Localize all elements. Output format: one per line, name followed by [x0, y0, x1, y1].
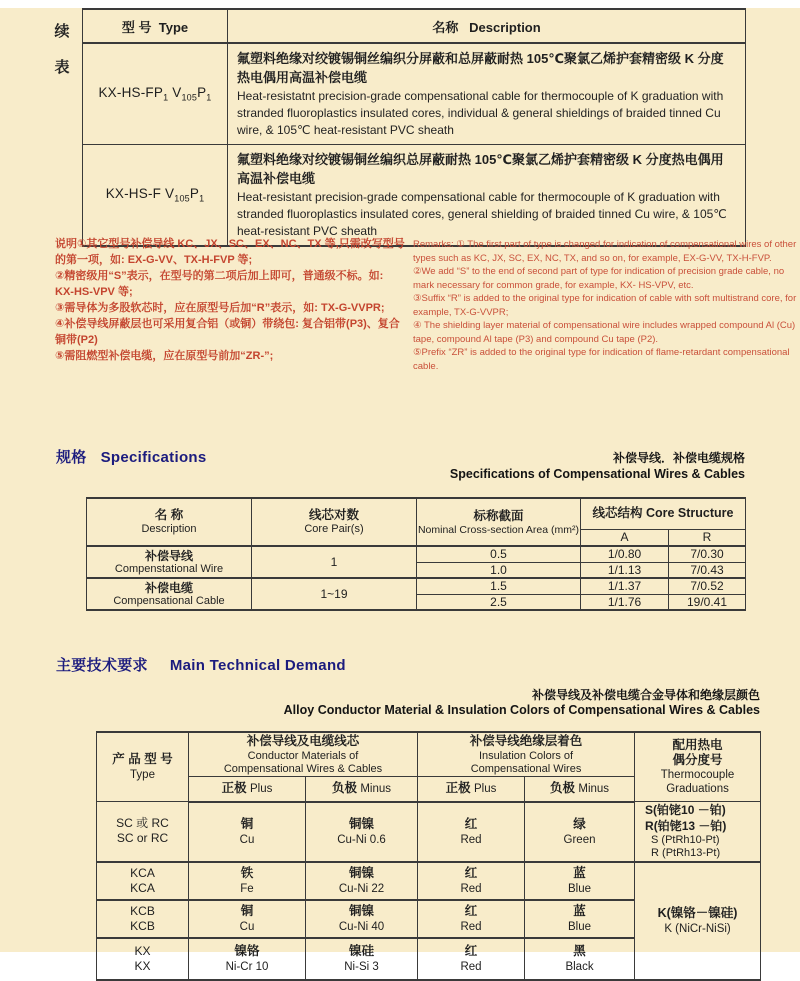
value-en: Cu: [239, 833, 255, 846]
spec-header-core-structure: [581, 498, 746, 529]
graduation-line: K (NiCr-NiSi): [664, 922, 731, 935]
area-value: 0.5: [417, 546, 581, 562]
spec-header-description: [87, 498, 252, 546]
remark-line: ②精密级用“S”表示，在型号的第二项后加上即可，普通级不标。如: KX-HS-VPV 等;: [55, 270, 384, 298]
specifications-section-heading: [56, 446, 207, 467]
header-en: Conductor Materials of: [247, 750, 359, 762]
table-row: [87, 546, 746, 562]
remarks-chinese: [55, 236, 405, 364]
structure-a-value: 1/1.37: [581, 578, 669, 594]
value-zh: 蓝: [573, 865, 586, 880]
structure-r-value: 7/0.43: [669, 562, 746, 578]
type-header-en: Type: [158, 19, 189, 35]
header-en: Thermocouple: [660, 769, 735, 781]
structure-a-value: 1/1.13: [581, 562, 669, 578]
value-zh: 蓝: [573, 903, 586, 918]
cable-description-cell: [228, 43, 746, 145]
remark-line: Remarks: ① The first part of type is changed for indication of compensational wires of other types such as KC, JX, SC, EX, NC, TX, and so on, for example, EX-G-VV, TX-H-FVP.: [413, 239, 797, 264]
conductor-minus-cell: [306, 802, 418, 862]
value-en: Red: [460, 960, 482, 973]
value-zh: 绿: [573, 816, 586, 831]
label-zh: 正极: [445, 781, 471, 796]
type-zh: KCA: [130, 865, 155, 880]
technical-section-heading: [56, 654, 346, 675]
conductor-minus-cell: [306, 938, 418, 980]
structure-r-value: 7/0.30: [669, 546, 746, 562]
graduation-line: K(镍铬－镍硅): [657, 905, 738, 920]
structure-a-value: 1/0.80: [581, 546, 669, 562]
header-zh: 产 品 型 号: [112, 752, 173, 766]
header-en: Compensational Wires: [470, 763, 582, 775]
cable-description-zh: 氟塑料绝缘对绞镀锡铜丝编织总屏蔽耐热 105℃聚氯乙烯护套精密级 K 分度热电偶用高温补偿电缆: [237, 152, 724, 186]
insulation-plus-cell: [418, 802, 525, 862]
spec-row-group-wire: [87, 546, 252, 578]
value-en: Blue: [568, 920, 592, 933]
table-row: [83, 145, 746, 247]
value-en: Ni-Cr 10: [225, 960, 269, 973]
remark-line: ③需导体为多股软芯时，应在原型号后加“R”表示，如: TX-G-VVPR;: [55, 302, 385, 314]
label-en: Minus: [360, 783, 392, 796]
tech-caption-zh: 补偿导线及补偿电缆合金导体和绝缘层颜色: [531, 688, 760, 702]
header-zh: 偶分度号: [672, 753, 723, 767]
group-name-en: Compensational Cable: [113, 594, 225, 607]
value-zh: 镍铬: [234, 943, 260, 958]
conductor-plus-cell: [189, 938, 306, 980]
type-header-zh: 型 号: [121, 19, 152, 35]
insulation-minus-cell: [525, 938, 635, 980]
table-row-kca: [97, 862, 761, 900]
remark-line: 说明①其它型号补偿导线 KC、JX、SC、EX、NC、TX 等,只需改写型号的第一项，如: EX-G-VV、TX-H-FVP 等;: [55, 238, 405, 266]
description-header-zh: 名称: [432, 19, 459, 35]
type-zh: KX: [134, 943, 151, 958]
header-en: Insulation Colors of: [478, 750, 574, 762]
spec-subheader-a: A: [581, 529, 669, 546]
value-zh: 铜镍: [349, 865, 375, 880]
conductor-plus-cell: [189, 802, 306, 862]
area-value: 2.5: [417, 594, 581, 610]
value-zh: 红: [464, 943, 478, 958]
insulation-minus-cell: [525, 900, 635, 938]
section-heading-en: Main Technical Demand: [169, 657, 346, 674]
spec-header-row: [87, 498, 746, 529]
tech-header-row: [97, 732, 761, 777]
table-row: [87, 578, 746, 594]
value-en: Black: [565, 960, 594, 973]
spec-subheader-r: R: [669, 529, 746, 546]
group-name-en: Compenstational Wire: [114, 562, 224, 575]
continuation-table-label: 续表: [54, 23, 70, 76]
header-zh: 名 称: [154, 508, 184, 522]
header-zh: 标称截面: [473, 508, 524, 523]
tech-header-thermocouple: [635, 732, 761, 802]
header-zh: 补偿导线绝缘层着色: [469, 734, 583, 748]
subheader-minus-conductor: [306, 777, 418, 802]
value-en: Cu-Ni 0.6: [337, 833, 386, 846]
type-en: KCB: [130, 918, 155, 933]
insulation-plus-cell: [418, 862, 525, 900]
spec-header-core-pairs: [252, 498, 417, 546]
tech-caption-en: Alloy Conductor Material & Insulation Colors of Compensational Wires & Cables: [283, 703, 760, 717]
type-en: KX: [134, 958, 151, 973]
label-zh: 负极: [550, 781, 576, 796]
subheader-plus-insulation: [418, 777, 525, 802]
conductor-plus-cell: [189, 900, 306, 938]
graduation-line: R(铂铑13 －铂): [645, 819, 727, 834]
spec-header-cross-section: [417, 498, 581, 546]
subheader-plus-conductor: [189, 777, 306, 802]
remarks-english: [413, 238, 797, 373]
header-en: Description: [141, 523, 197, 535]
value-zh: 铁: [240, 865, 254, 880]
value-en: Blue: [568, 882, 592, 895]
label-zh: 正极: [221, 781, 247, 796]
spec-caption-en: Specifications of Compensational Wires & Cables: [449, 467, 745, 481]
type-zh: SC 或 RC: [116, 816, 169, 831]
type-zh: KCB: [130, 903, 155, 918]
insulation-minus-cell: [525, 862, 635, 900]
section-heading-zh: 主要技术要求: [56, 657, 148, 674]
value-en: Red: [460, 882, 482, 895]
specifications-table: [86, 497, 746, 611]
header-zh: 补偿导线及电缆线芯: [246, 734, 360, 748]
value-zh: 红: [464, 903, 478, 918]
wire-core-pairs-value: 1: [252, 546, 417, 578]
value-zh: 铜: [240, 903, 254, 918]
section-heading-zh: 规格: [56, 449, 87, 466]
description-column-header: [228, 9, 746, 43]
insulation-minus-cell: [525, 802, 635, 862]
label-en: Plus: [474, 783, 497, 796]
header-zh: 配用热电: [672, 738, 723, 752]
header-en: Compensational Wires & Cables: [223, 763, 383, 775]
table-row: [83, 43, 746, 145]
structure-r-value: 19/0.41: [669, 594, 746, 610]
type-en: KCA: [130, 880, 155, 895]
remark-line: ⑤需阻燃型补偿电缆，应在原型号前加“ZR-”;: [55, 350, 274, 362]
remark-line: ③Suffix “R” is added to the original type for indication of cable with soft multistrand core, for example, TX-G-VVPR;: [413, 293, 797, 318]
header-en: Graduations: [666, 783, 729, 795]
top-white-strip: [0, 0, 800, 8]
cable-description-cell: [228, 145, 746, 247]
value-zh: 红: [464, 865, 478, 880]
type-column-header: [83, 9, 228, 43]
cable-description-zh: 氟塑料绝缘对绞镀锡铜丝编织分屏蔽和总屏蔽耐热 105℃聚氯乙烯护套精密级 K 分度热电偶用高温补偿电缆: [237, 51, 724, 85]
type-cell: [97, 862, 189, 900]
cable-description-en: Heat-resistant precision-grade compensational cable for thermocouple of K graduation with stranded fluoroplastics insulated cores, general shielding of braided tinned Cu wire, & 105℃ heat-resistant PVC sheath: [237, 190, 727, 238]
tech-header-insulation: [418, 732, 635, 777]
subheader-minus-insulation: [525, 777, 635, 802]
remark-line: ⑤Prefix “ZR” is added to the original type for indication of flame-retardant compensational cable.: [413, 347, 790, 372]
insulation-plus-cell: [418, 938, 525, 980]
technical-demand-table: [96, 731, 761, 981]
type-cell: [97, 900, 189, 938]
type-table-header-row: [83, 9, 746, 43]
conductor-plus-cell: [189, 862, 306, 900]
label-en: Minus: [578, 783, 610, 796]
area-value: 1.5: [417, 578, 581, 594]
group-name-zh: 补偿导线: [144, 548, 193, 563]
value-zh: 黑: [573, 943, 586, 958]
value-en: Cu-Ni 40: [338, 920, 385, 933]
spec-caption-zh: 补偿导线．补偿电缆规格: [612, 451, 745, 465]
conductor-minus-cell: [306, 862, 418, 900]
description-header-en: Description: [469, 19, 541, 35]
header-en: Nominal Cross-section Area (mm²): [417, 523, 580, 536]
spec-row-group-cable: [87, 578, 252, 610]
insulation-plus-cell: [418, 900, 525, 938]
value-en: Ni-Si 3: [344, 960, 379, 973]
table-row-sc-rc: [97, 802, 761, 862]
value-en: Red: [460, 833, 482, 846]
cable-model-code: KX-HS-F $V_{105}P_1$: [83, 145, 228, 247]
cable-model-code: $KX-HS-FP_1$ $V_{105}P_1$: [83, 43, 228, 145]
type-cell: [97, 938, 189, 980]
header-en: Type: [130, 769, 155, 781]
value-zh: 红: [464, 816, 478, 831]
value-en: Cu-Ni 22: [338, 882, 385, 895]
graduation-line: S(铂铑10 －铂): [645, 803, 726, 818]
tech-header-conductor: [189, 732, 418, 777]
section-heading-en: Specifications: [100, 449, 207, 466]
area-value: 1.0: [417, 562, 581, 578]
graduation-line: S (PtRh10-Pt): [651, 834, 720, 847]
type-en: SC or RC: [116, 831, 169, 846]
value-en: Green: [563, 833, 596, 846]
header-en: Core Pair(s): [304, 523, 364, 535]
type-description-table: [82, 8, 746, 247]
structure-a-value: 1/1.76: [581, 594, 669, 610]
cable-core-pairs-value: 1~19: [252, 578, 417, 610]
value-zh: 铜镍: [349, 903, 375, 918]
remark-line: ②We add “S” to the end of second part of type for indication of precision grade cable, no mark necessary for common grade, for example, KX- HS-VPV, etc.: [413, 266, 785, 291]
remark-line: ④补偿导线屏蔽层也可采用复合铝（或铜）带绕包: 复合铝带(P3)、复合铜带(P2): [55, 318, 400, 346]
label-zh: 负极: [331, 781, 357, 796]
thermocouple-graduation-k-cell: [635, 862, 761, 980]
type-cell: [97, 802, 189, 862]
graduation-line: R (PtRh13-Pt): [651, 847, 721, 860]
conductor-minus-cell: [306, 900, 418, 938]
tech-header-type: [97, 732, 189, 802]
value-en: Fe: [240, 882, 254, 895]
header-zh-en: 线芯结构 Core Structure: [592, 506, 734, 521]
value-en: Red: [460, 920, 482, 933]
structure-r-value: 7/0.52: [669, 578, 746, 594]
value-en: Cu: [239, 920, 255, 933]
thermocouple-graduation-cell: [635, 802, 761, 862]
value-zh: 镍硅: [349, 943, 375, 958]
label-en: Plus: [249, 783, 273, 796]
header-zh: 线芯对数: [308, 508, 359, 522]
group-name-zh: 补偿电缆: [144, 580, 193, 595]
cable-description-en: Heat-resistatnt precision-grade compensational cable for thermocouple of K graduation with stranded fluoroplastics insulated cores, individual & general shieldings of braided tinned Cu wire, & 105℃ heat-resistant PVC sheath: [237, 89, 724, 137]
remark-line: ④ The shielding layer material of compensational wire includes wrapped compound Al (Cu) tape, compound Al tape (P3) and compound Cu tape (P2).: [413, 320, 796, 345]
value-zh: 铜: [240, 816, 254, 831]
value-zh: 铜镍: [349, 816, 375, 831]
